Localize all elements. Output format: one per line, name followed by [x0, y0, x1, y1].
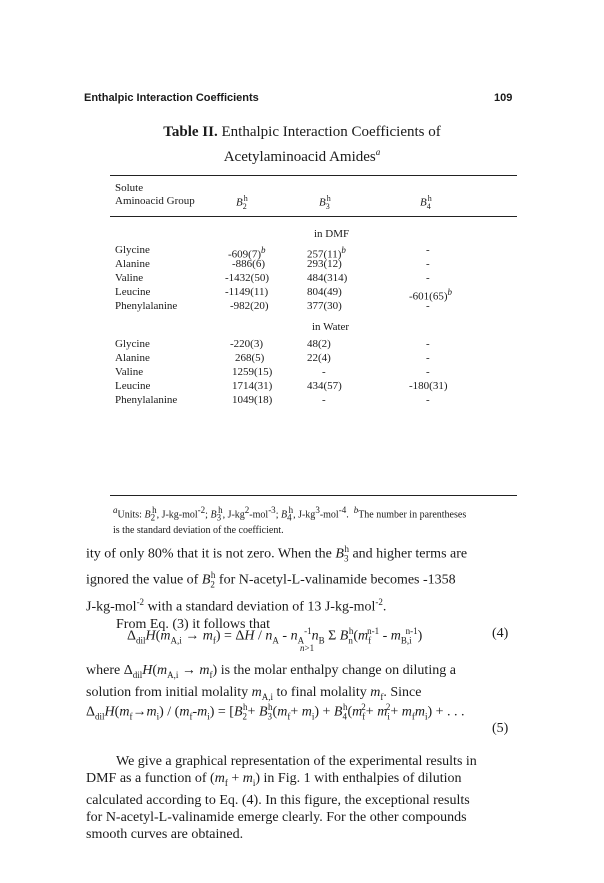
col-header-b4: $B_4^h$ [420, 194, 432, 211]
table-title-line1: Enthalpic Interaction Coefficients of [221, 124, 441, 140]
table-title-line2: Acetylaminoacid Amides [223, 149, 376, 165]
equation-5: $\Delta_{dil}H(m_f\to m_i) / (m_f-m_i) = [B_2^h+ B_3^h(m_f+ m_i) + B_4^h(m_f^2+ m_i^2+ m_fm_i)$ + . . . [86, 702, 465, 722]
section-label-water: in Water [312, 321, 350, 333]
table-top-rule [110, 175, 517, 176]
table-caption [0, 122, 604, 167]
equation-4-number: (4) [492, 626, 509, 641]
table-bottom-rule [110, 495, 517, 496]
table-footnote: $^a$Units: $B_2^h$, J-kg-mol$^{-2}$; $B_3^h$, $J-kg^2-mol^{-3}$; $B_4^h$, $J-kg^3-mol^{-4}$. $^b$The number in parentheses is the standard deviation of the coefficient. [113, 505, 467, 537]
table-header-rule [110, 216, 517, 217]
equation-4: $\Delta_{dil}H(m_{A,i} \to m_f) = \Delta H / n_A - n_A^{-1}n_B$ Σ $B_n^h(m_f^{n-1} - m_{B,i}^{n-1})$ [127, 626, 423, 646]
col-header-b2: $B_2^h$ [236, 194, 248, 211]
paragraph-3: where $\Delta_{dil}H(m_{A,i} \to m_f)$ is the molar enthalpy change on diluting a solution from initial molality $m_{A,i}$ to final molality $m_f$. Since [86, 663, 456, 702]
table-label: Table II. [163, 124, 218, 140]
section-label-dmf: in DMF [314, 228, 350, 240]
col-header-b3: $B_3^h$ [319, 194, 331, 211]
table-title-mark: a [375, 147, 381, 157]
running-title: Enthalpic Interaction Coefficients [84, 92, 259, 104]
page-number: 109 [494, 92, 513, 104]
paragraph-4: We give a graphical representation of the experimental results in DMF as a function of $(m_f + m_i)$ in Fig. 1 with enthalpies of dilution calculated according to Eq. (4). In this figure, the exceptional results for N-acetyl-L-valinamide emerge clearly. For the other compounds smooth curves are obtained. [86, 754, 477, 842]
col-header-solute: Solute Aminoacid Group [115, 182, 195, 207]
equation-5-number: (5) [492, 721, 509, 736]
equation-4-sum-index: n>1 [300, 643, 315, 653]
paragraph-1: ity of only 80% that it is not zero. When the $B_3^h$ and higher terms are ignored the value of $B_2^h$ for N-acetyl-L-valinamide becomes -1358 J-kg-mol$^{-2}$ with a standard deviation of 13 J-kg-mol$^{-2}$. From Eq. (3) it follows that [86, 544, 468, 632]
